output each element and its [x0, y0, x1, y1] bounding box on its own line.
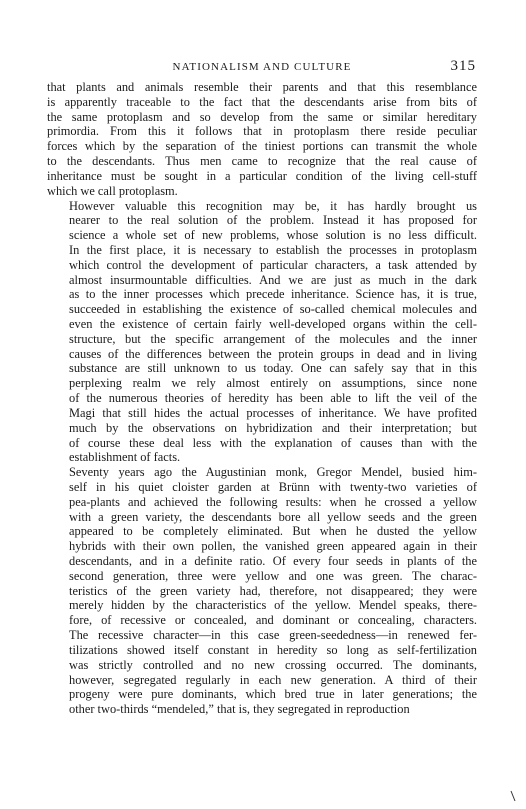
text-line: as to the inner processes which precede inheritance. Science has, it is true, — [69, 287, 477, 302]
text-line: establishment of facts. — [69, 450, 181, 465]
paragraph-3 — [47, 465, 477, 717]
text-line: which control the development of particular characters, a task attended by — [69, 257, 477, 272]
text-line: is apparently traceable to the fact that the descendants arise from bits of — [47, 94, 477, 109]
text-line: even the existence of certain fairly well-developed organs within the cell- — [69, 317, 477, 331]
text-line: causes of the differences between the protein groups in dead and in living — [69, 346, 477, 361]
text-line: of the numerous theories of heredity has been able to lift the veil of the — [69, 391, 477, 406]
text-line: primordia. From this it follows that in protoplasm there reside peculiar — [47, 124, 477, 139]
text-line: tilizations showed itself constant in heredity so long as self-fertilization — [69, 642, 477, 657]
text-line: nearer to the real solution of the problem. Instead it has proposed for — [69, 213, 477, 228]
text-line: substance are still unknown to us today. One can safely say that in this — [69, 361, 477, 376]
text-line: pea-plants and achieved the following results: when he crossed a yellow — [69, 494, 477, 509]
text-line: the same protoplasm and so develop from the same or similar hereditary — [47, 109, 477, 124]
text-line: second generation, three were yellow and one was green. The charac- — [69, 568, 477, 583]
text-line: succeeded in establishing the existence of so-called chemical molecules and — [69, 302, 477, 317]
running-title: NATIONALISM AND CULTURE — [172, 61, 352, 73]
text-line: almost insurmountable difficulties. And we are just as much in the dark — [69, 272, 477, 287]
text-line: teristics of the green variety had, therefore, not disappeared; they were — [69, 583, 477, 598]
page-number: 315 — [450, 58, 476, 74]
text-line: inheritance must be sought in a particular condition of the living cell-stuff — [47, 168, 477, 183]
text-line: that plants and animals resemble their parents and that this resemblance — [47, 80, 477, 94]
text-line: hybrids with their own pollen, the vanished green appeared again in their — [69, 539, 477, 554]
text-line: of course these deal less with the explanation of causes than with the — [69, 435, 477, 450]
text-line: forces which by the separation of the tiniest portions can transmit the whole — [47, 139, 477, 154]
text-line: self in his quiet cloister garden at Brünn with twenty-two varieties of — [69, 479, 477, 494]
text-line: which we call protoplasm. — [47, 183, 178, 198]
text-line: However valuable this recognition may be, it has hardly brought us — [69, 198, 477, 213]
text-line: other two-thirds “mendeled,” that is, they segregated in reproduction — [69, 702, 410, 717]
page-header — [48, 58, 476, 76]
text-line: was strictly controlled and no new crossing occurred. The dominants, — [69, 657, 477, 672]
body-text — [47, 80, 477, 717]
paragraph-1 — [47, 80, 477, 199]
text-line: fore, of recessive or concealed, and dominant or concealing, characters. — [69, 613, 477, 628]
text-line: descendants, and in a definite ratio. Of every four seeds in plants of the — [69, 554, 477, 568]
text-line: to the descendants. Thus men came to recognize that the real cause of — [47, 154, 477, 169]
text-line: much by the observations on hybridization and their interpretation; but — [69, 420, 477, 435]
text-line: The recessive character—in this case green-seededness—in renewed fer- — [69, 628, 477, 643]
text-line: merely hidden by the characteristics of the yellow. Mendel speaks, there- — [69, 598, 477, 613]
text-line: with a green variety, the descendants bore all yellow seeds and the green — [69, 509, 477, 524]
text-line: In the first place, it is necessary to establish the processes in protoplasm — [69, 242, 477, 257]
text-line: however, segregated regularly in each new generation. A third of their — [69, 672, 477, 687]
margin-mark — [510, 790, 516, 802]
text-line: Magi that still hides the actual processes of inheritance. We have profited — [69, 405, 477, 420]
text-line: Seventy years ago the Augustinian monk, Gregor Mendel, busied him- — [69, 465, 477, 480]
paragraph-2 — [47, 199, 477, 466]
text-line: perplexing realm we rely almost entirely on assumptions, since none — [69, 376, 477, 391]
text-line: science a whole set of new problems, whose solution is no less difficult. — [69, 228, 477, 243]
text-line: progeny were pure dominants, which bred true in later generations; the — [69, 687, 477, 702]
text-line: appeared to be completely eliminated. But when he dusted the yellow — [69, 524, 477, 539]
text-line: structure, but the specific arrangement of the molecules and the inner — [69, 331, 477, 346]
